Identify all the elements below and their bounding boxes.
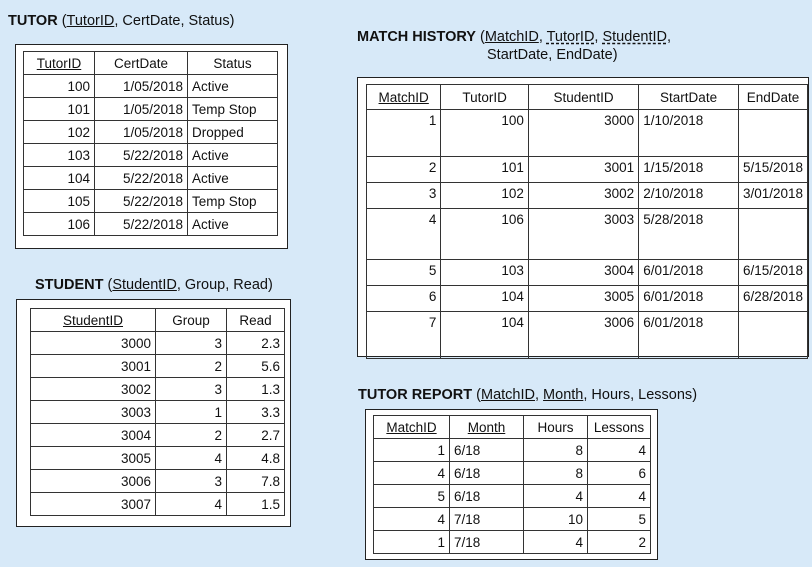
student-col-group: Group (156, 309, 227, 332)
student-row-cell: 2.3 (227, 332, 285, 355)
mh-row-cell: 6/01/2018 (639, 312, 739, 359)
mh-col-startdate: StartDate (639, 85, 739, 110)
student-row (31, 332, 285, 355)
tutor-row-cell: Temp Stop (188, 190, 278, 213)
tutor-row-cell: 5/22/2018 (95, 167, 188, 190)
student-row-cell: 3004 (31, 424, 156, 447)
tutor-row-cell: 105 (24, 190, 95, 213)
mh-row-cell: 3002 (528, 183, 638, 209)
tutor-row (24, 144, 278, 167)
student-title: STUDENT (StudentID, Group, Read) (35, 277, 273, 293)
student-row-cell: 3 (156, 332, 227, 355)
tr-row-cell: 6/18 (450, 485, 524, 508)
tutor-report-name: TUTOR REPORT (358, 387, 473, 403)
tr-row-cell: 4 (374, 462, 450, 485)
student-row-cell: 3 (156, 378, 227, 401)
tr-row (374, 508, 651, 531)
tr-row-cell: 6 (588, 462, 651, 485)
mh-row-cell: 6/15/2018 (738, 260, 807, 286)
mh-row-cell: 104 (441, 286, 529, 312)
tr-row-cell: 6/18 (450, 439, 524, 462)
tutor-row-cell: Temp Stop (188, 98, 278, 121)
student-row-cell: 2 (156, 424, 227, 447)
tutor-attr-status: Status (188, 13, 230, 29)
tutor-col-certdate: CertDate (95, 52, 188, 75)
tr-header-row (374, 416, 651, 439)
mh-row (367, 286, 808, 312)
mh-row (367, 312, 808, 359)
student-name: STUDENT (35, 277, 104, 293)
match-history-table-box (357, 77, 809, 357)
mh-attr-enddate: EndDate (556, 47, 613, 63)
tr-row-cell: 4 (524, 531, 588, 554)
student-attr-group: Group (184, 277, 226, 293)
tutor-row (24, 75, 278, 98)
tr-row-cell: 8 (524, 439, 588, 462)
tutor-attr-certdate: CertDate (122, 13, 181, 29)
mh-attr-tutorid: TutorID (546, 29, 595, 45)
tr-row (374, 485, 651, 508)
student-row-cell: 3000 (31, 332, 156, 355)
tutor-report-table-box (365, 409, 658, 560)
tr-attr-matchid: MatchID (480, 387, 535, 403)
tutor-row-cell: 106 (24, 213, 95, 236)
tr-row-cell: 2 (588, 531, 651, 554)
mh-row-cell (738, 110, 807, 157)
student-row (31, 355, 285, 378)
student-row-cell: 7.8 (227, 470, 285, 493)
tutor-row-cell: Active (188, 144, 278, 167)
student-header-row (31, 309, 285, 332)
match-history-table (366, 84, 808, 359)
student-row (31, 470, 285, 493)
mh-row-cell: 3/01/2018 (738, 183, 807, 209)
tutor-row-cell: Active (188, 213, 278, 236)
tr-row-cell: 5 (588, 508, 651, 531)
tutor-row-cell: 1/05/2018 (95, 75, 188, 98)
mh-col-matchid: MatchID (367, 85, 441, 110)
mh-row-cell: 3 (367, 183, 441, 209)
mh-row-cell: 3005 (528, 286, 638, 312)
tutor-row-cell: 5/22/2018 (95, 190, 188, 213)
student-row-cell: 4.8 (227, 447, 285, 470)
tutor-table (23, 51, 278, 236)
mh-row-cell: 2/10/2018 (639, 183, 739, 209)
mh-attr-studentid: StudentID (602, 29, 667, 45)
student-attr-studentid: StudentID (112, 277, 177, 293)
student-row-cell: 1.5 (227, 493, 285, 516)
student-row (31, 424, 285, 447)
student-row-cell: 2.7 (227, 424, 285, 447)
mh-row-cell: 3006 (528, 312, 638, 359)
student-table-box (16, 299, 291, 527)
student-row-cell: 1 (156, 401, 227, 424)
student-table (30, 308, 285, 516)
mh-row-cell: 103 (441, 260, 529, 286)
student-row-cell: 2 (156, 355, 227, 378)
tutor-row-cell: 104 (24, 167, 95, 190)
tr-col-month: Month (450, 416, 524, 439)
tr-row (374, 462, 651, 485)
tutor-row (24, 190, 278, 213)
tutor-row (24, 213, 278, 236)
mh-row-cell (738, 312, 807, 359)
tr-row-cell: 10 (524, 508, 588, 531)
mh-attr-matchid: MatchID (484, 29, 539, 45)
tr-row-cell: 5 (374, 485, 450, 508)
mh-row-cell: 5/28/2018 (639, 209, 739, 260)
mh-row-cell: 3003 (528, 209, 638, 260)
tutor-row (24, 98, 278, 121)
tr-col-matchid: MatchID (374, 416, 450, 439)
student-row-cell: 3.3 (227, 401, 285, 424)
tutor-row (24, 121, 278, 144)
mh-row-cell: 102 (441, 183, 529, 209)
tr-row-cell: 8 (524, 462, 588, 485)
mh-row-cell: 6/28/2018 (738, 286, 807, 312)
student-row-cell: 3002 (31, 378, 156, 401)
tutor-row-cell: 5/22/2018 (95, 144, 188, 167)
match-history-title: MATCH HISTORY (MatchID, TutorID, StudentID, (357, 29, 672, 45)
tr-col-hours: Hours (524, 416, 588, 439)
tr-row-cell: 6/18 (450, 462, 524, 485)
tr-row-cell: 4 (588, 485, 651, 508)
student-attr-read: Read (233, 277, 268, 293)
mh-row-cell: 104 (441, 312, 529, 359)
match-history-name: MATCH HISTORY (357, 29, 476, 45)
tr-row-cell: 7/18 (450, 508, 524, 531)
mh-row-cell (738, 209, 807, 260)
tutor-report-table (373, 415, 651, 554)
mh-row-cell: 106 (441, 209, 529, 260)
tr-row (374, 439, 651, 462)
tutor-row-cell: Active (188, 75, 278, 98)
tutor-header-row (24, 52, 278, 75)
tutor-attr-tutorid: TutorID (66, 13, 115, 29)
mh-row (367, 110, 808, 157)
mh-row-cell: 5 (367, 260, 441, 286)
tr-row-cell: 4 (524, 485, 588, 508)
tutor-table-box (15, 44, 288, 249)
mh-row-cell: 1/10/2018 (639, 110, 739, 157)
mh-col-studentid: StudentID (528, 85, 638, 110)
tr-row-cell: 7/18 (450, 531, 524, 554)
student-col-read: Read (227, 309, 285, 332)
tutor-row (24, 167, 278, 190)
student-row-cell: 3005 (31, 447, 156, 470)
mh-row (367, 209, 808, 260)
mh-header-row (367, 85, 808, 110)
student-row-cell: 3001 (31, 355, 156, 378)
student-row-cell: 1.3 (227, 378, 285, 401)
tr-row (374, 531, 651, 554)
tr-row-cell: 1 (374, 531, 450, 554)
tr-col-lessons: Lessons (588, 416, 651, 439)
tutor-row-cell: 100 (24, 75, 95, 98)
mh-row (367, 183, 808, 209)
student-col-studentid: StudentID (31, 309, 156, 332)
mh-row-cell: 1 (367, 110, 441, 157)
student-row-cell: 4 (156, 447, 227, 470)
student-row-cell: 5.6 (227, 355, 285, 378)
student-row (31, 447, 285, 470)
student-row (31, 493, 285, 516)
tutor-row-cell: Active (188, 167, 278, 190)
mh-row-cell: 6/01/2018 (639, 260, 739, 286)
tr-row-cell: 4 (374, 508, 450, 531)
tr-attr-month: Month (543, 387, 584, 403)
mh-row (367, 260, 808, 286)
tutor-name: TUTOR (8, 13, 58, 29)
tutor-col-tutorid: TutorID (24, 52, 95, 75)
student-row (31, 401, 285, 424)
tr-attr-hours: Hours (591, 387, 631, 403)
tutor-row-cell: 101 (24, 98, 95, 121)
tutor-row-cell: 1/05/2018 (95, 121, 188, 144)
mh-row-cell: 7 (367, 312, 441, 359)
student-row-cell: 4 (156, 493, 227, 516)
mh-row-cell: 3000 (528, 110, 638, 157)
mh-row-cell: 3001 (528, 157, 638, 183)
match-history-title-line2: StartDate, EndDate) (487, 47, 618, 63)
tr-row-cell: 4 (588, 439, 651, 462)
mh-attr-startdate: StartDate (487, 47, 549, 63)
student-row (31, 378, 285, 401)
tutor-title: TUTOR (TutorID, CertDate, Status) (8, 13, 235, 29)
mh-row-cell: 2 (367, 157, 441, 183)
mh-row (367, 157, 808, 183)
mh-col-enddate: EndDate (738, 85, 807, 110)
tutor-row-cell: 103 (24, 144, 95, 167)
tutor-row-cell: 102 (24, 121, 95, 144)
tr-attr-lessons: Lessons (638, 387, 693, 403)
mh-row-cell: 1/15/2018 (639, 157, 739, 183)
tutor-row-cell: Dropped (188, 121, 278, 144)
student-row-cell: 3006 (31, 470, 156, 493)
tr-row-cell: 1 (374, 439, 450, 462)
student-row-cell: 3 (156, 470, 227, 493)
tutor-report-title: TUTOR REPORT (MatchID, Month, Hours, Lessons) (358, 387, 698, 403)
tutor-row-cell: 1/05/2018 (95, 98, 188, 121)
tutor-row-cell: 5/22/2018 (95, 213, 188, 236)
mh-row-cell: 101 (441, 157, 529, 183)
mh-row-cell: 4 (367, 209, 441, 260)
mh-row-cell: 3004 (528, 260, 638, 286)
mh-row-cell: 6/01/2018 (639, 286, 739, 312)
student-row-cell: 3003 (31, 401, 156, 424)
mh-row-cell: 6 (367, 286, 441, 312)
mh-col-tutorid: TutorID (441, 85, 529, 110)
mh-row-cell: 100 (441, 110, 529, 157)
tutor-col-status: Status (188, 52, 278, 75)
student-row-cell: 3007 (31, 493, 156, 516)
mh-row-cell: 5/15/2018 (738, 157, 807, 183)
